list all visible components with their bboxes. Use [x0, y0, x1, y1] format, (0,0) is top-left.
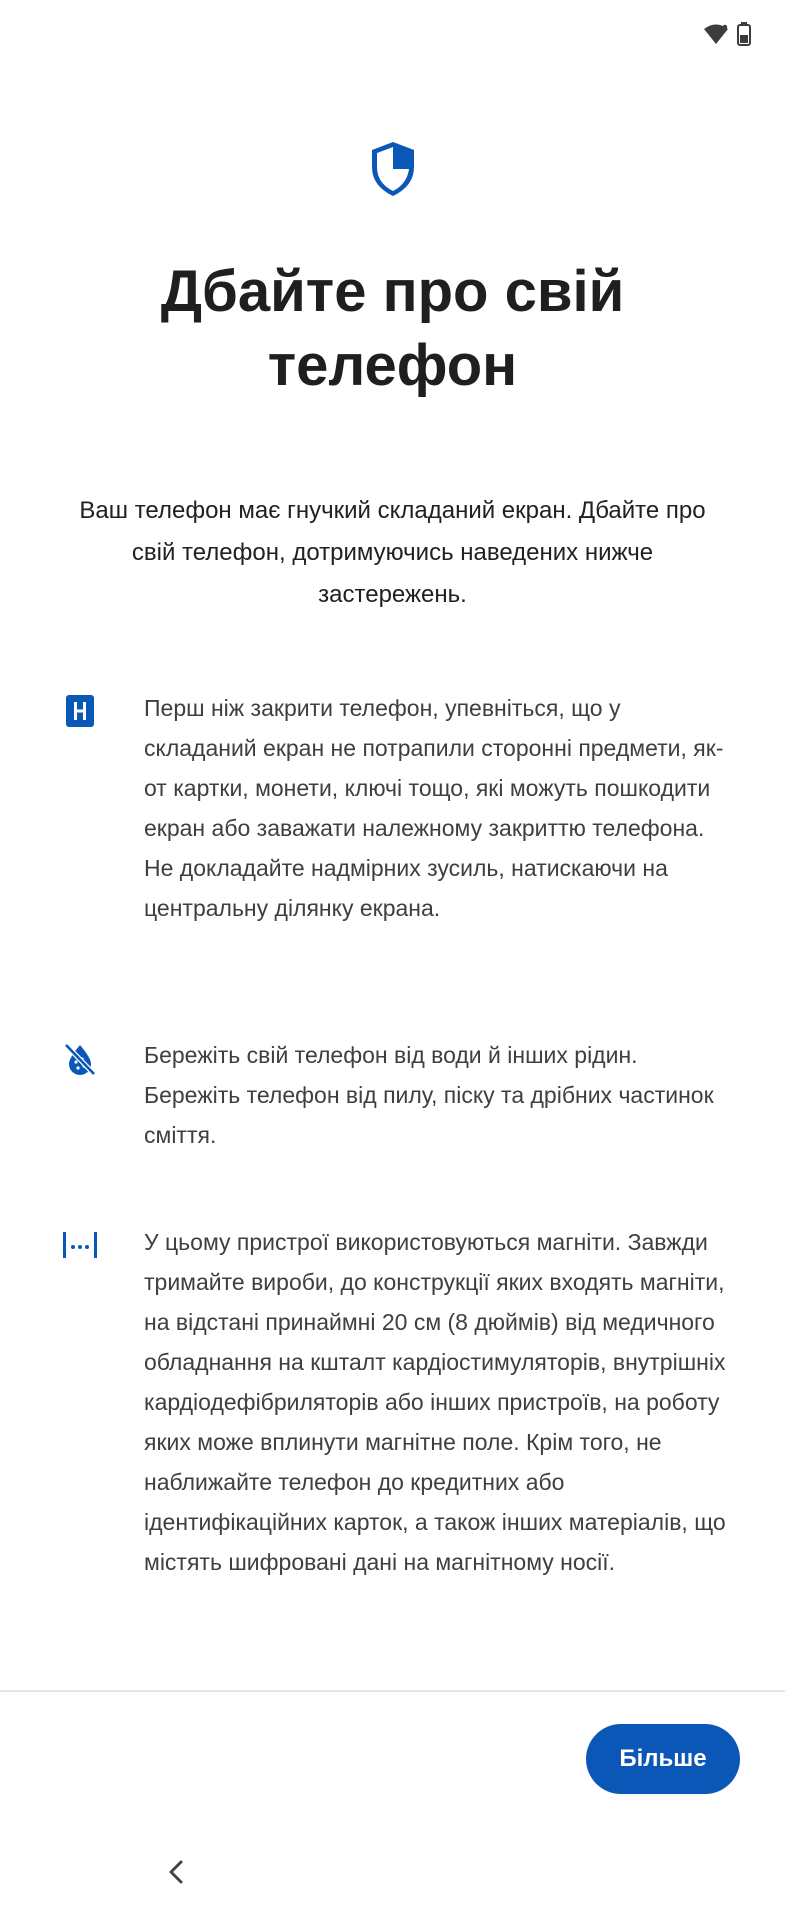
- precaution-item: [62, 688, 732, 928]
- precaution-text: У цьому пристрої використовуються магніти. Завжди тримайте вироби, до конструкції яких входять магніти, на відстані принаймні 20 см (8 дюймів) від медичного обладнання на кшталт кардіостимуляторів, внутрішніх кардіодефібриляторів або інших пристроїв, на роботу яких може вплинути магнітне поле. Крім того, не наближайте телефон до кредитних або ідентифікаційних карток, а також інших матеріалів, що містять шифровані дані на магнітному носії.: [144, 1229, 726, 1575]
- precaution-item: [62, 1222, 732, 1582]
- more-button[interactable]: Більше: [586, 1724, 740, 1794]
- foldable-screen-icon: [62, 688, 98, 728]
- shield-icon: [368, 140, 418, 203]
- no-water-dust-icon: [62, 1035, 98, 1077]
- header-icon-container: [0, 140, 785, 203]
- back-button[interactable]: [158, 1856, 194, 1892]
- intro-text: Ваш телефон має гнучкий складаний екран. Дбайте про свій телефон, дотримуючись наведених нижче застережень.: [79, 497, 706, 608]
- precaution-text: Перш ніж закрити телефон, упевніться, що у складаний екран не потрапили сторонні предмети, як-от картки, монети, ключі тощо, які можуть пошкодити екран або заважати належному закриттю телефона. Не докладайте надмірних зусиль, натискаючи на центральну ділянку екрана.: [144, 695, 724, 921]
- battery-icon: [737, 22, 751, 46]
- page-title: Дбайте про свій телефон: [160, 259, 625, 398]
- status-bar: [703, 22, 751, 46]
- magnet-distance-icon: [62, 1222, 98, 1262]
- footer-divider: [0, 1690, 785, 1692]
- chevron-left-icon: [167, 1859, 185, 1890]
- precaution-item: [62, 1035, 732, 1155]
- precaution-text: Бережіть свій телефон від води й інших рідин. Бережіть телефон від пилу, піску та дрібних частинок сміття.: [144, 1042, 714, 1148]
- wifi-icon: [703, 23, 729, 45]
